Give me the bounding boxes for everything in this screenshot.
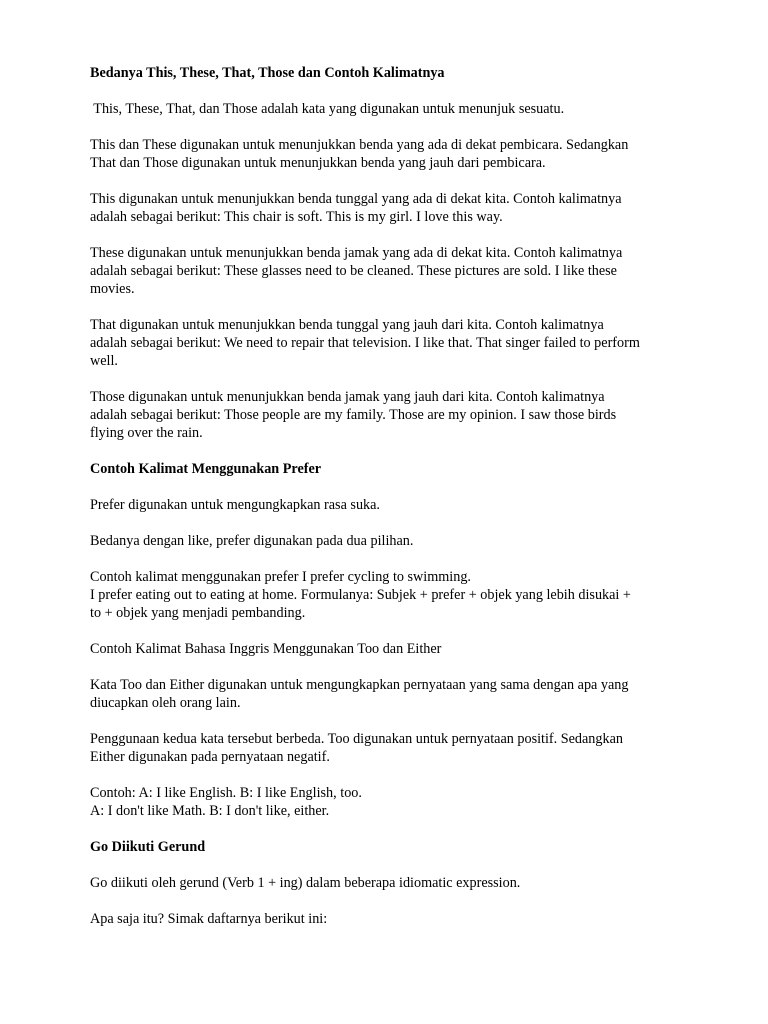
text-line: This dan These digunakan untuk menunjukkan benda yang ada di dekat pembicara. Sedangkan bbox=[90, 137, 629, 153]
paragraph bbox=[90, 190, 690, 226]
paragraph bbox=[90, 388, 690, 442]
text-line: flying over the rain. bbox=[90, 425, 203, 441]
text-line: Apa saja itu? Simak daftarnya berikut ini: bbox=[90, 911, 328, 927]
text-line: This digunakan untuk menunjukkan benda tunggal yang ada di dekat kita. Contoh kalimatnya bbox=[90, 191, 622, 207]
document-body bbox=[90, 64, 690, 946]
text-line: Contoh: A: I like English. B: I like English, too. bbox=[90, 785, 362, 801]
text-line: Kata Too dan Either digunakan untuk mengungkapkan pernyataan yang sama dengan apa yang bbox=[90, 677, 629, 693]
text-line: adalah sebagai berikut: Those people are my family. Those are my opinion. I saw those birds bbox=[90, 407, 617, 423]
paragraph bbox=[90, 496, 690, 514]
text-line: Go Diikuti Gerund bbox=[90, 839, 206, 855]
paragraph bbox=[90, 784, 690, 820]
text-line: That digunakan untuk menunjukkan benda tunggal yang jauh dari kita. Contoh kalimatnya bbox=[90, 317, 604, 333]
paragraph bbox=[90, 316, 690, 370]
text-line: adalah sebagai berikut: We need to repair that television. I like that. That singer failed to perform bbox=[90, 335, 640, 351]
text-line: Either digunakan pada pernyataan negatif. bbox=[90, 749, 330, 765]
paragraph bbox=[90, 676, 690, 712]
text-line: A: I don't like Math. B: I don't like, either. bbox=[90, 803, 330, 819]
paragraph bbox=[90, 910, 690, 928]
text-line: diucapkan oleh orang lain. bbox=[90, 695, 241, 711]
text-line: Bedanya dengan like, prefer digunakan pada dua pilihan. bbox=[90, 533, 414, 549]
paragraph bbox=[90, 874, 690, 892]
text-line: adalah sebagai berikut: This chair is soft. This is my girl. I love this way. bbox=[90, 209, 503, 225]
text-line: well. bbox=[90, 353, 118, 369]
text-line: Contoh kalimat menggunakan prefer I prefer cycling to swimming. bbox=[90, 569, 471, 585]
text-line: Prefer digunakan untuk mengungkapkan rasa suka. bbox=[90, 497, 380, 513]
text-line: Bedanya This, These, That, Those dan Contoh Kalimatnya bbox=[90, 65, 445, 81]
section-heading bbox=[90, 460, 690, 478]
text-line: Go diikuti oleh gerund (Verb 1 + ing) dalam beberapa idiomatic expression. bbox=[90, 875, 521, 891]
text-line: adalah sebagai berikut: These glasses need to be cleaned. These pictures are sold. I like these bbox=[90, 263, 617, 279]
text-line: to + objek yang menjadi pembanding. bbox=[90, 605, 306, 621]
paragraph bbox=[90, 100, 690, 118]
section-heading bbox=[90, 64, 690, 82]
paragraph bbox=[90, 568, 690, 622]
paragraph bbox=[90, 244, 690, 298]
text-line: Those digunakan untuk menunjukkan benda jamak yang jauh dari kita. Contoh kalimatnya bbox=[90, 389, 605, 405]
text-line: Penggunaan kedua kata tersebut berbeda. Too digunakan untuk pernyataan positif. Sedangkan bbox=[90, 731, 623, 747]
text-line: movies. bbox=[90, 281, 135, 297]
paragraph bbox=[90, 136, 690, 172]
text-line: That dan Those digunakan untuk menunjukkan benda yang jauh dari pembicara. bbox=[90, 155, 546, 171]
text-line: I prefer eating out to eating at home. Formulanya: Subjek + prefer + objek yang lebih disukai + bbox=[90, 587, 631, 603]
paragraph bbox=[90, 640, 690, 658]
text-line: These digunakan untuk menunjukkan benda jamak yang ada di dekat kita. Contoh kalimatnya bbox=[90, 245, 623, 261]
paragraph bbox=[90, 532, 690, 550]
text-line: This, These, That, dan Those adalah kata yang digunakan untuk menunjuk sesuatu. bbox=[90, 101, 565, 117]
text-line: Contoh Kalimat Bahasa Inggris Menggunakan Too dan Either bbox=[90, 641, 442, 657]
section-heading bbox=[90, 838, 690, 856]
text-line: Contoh Kalimat Menggunakan Prefer bbox=[90, 461, 322, 477]
paragraph bbox=[90, 730, 690, 766]
